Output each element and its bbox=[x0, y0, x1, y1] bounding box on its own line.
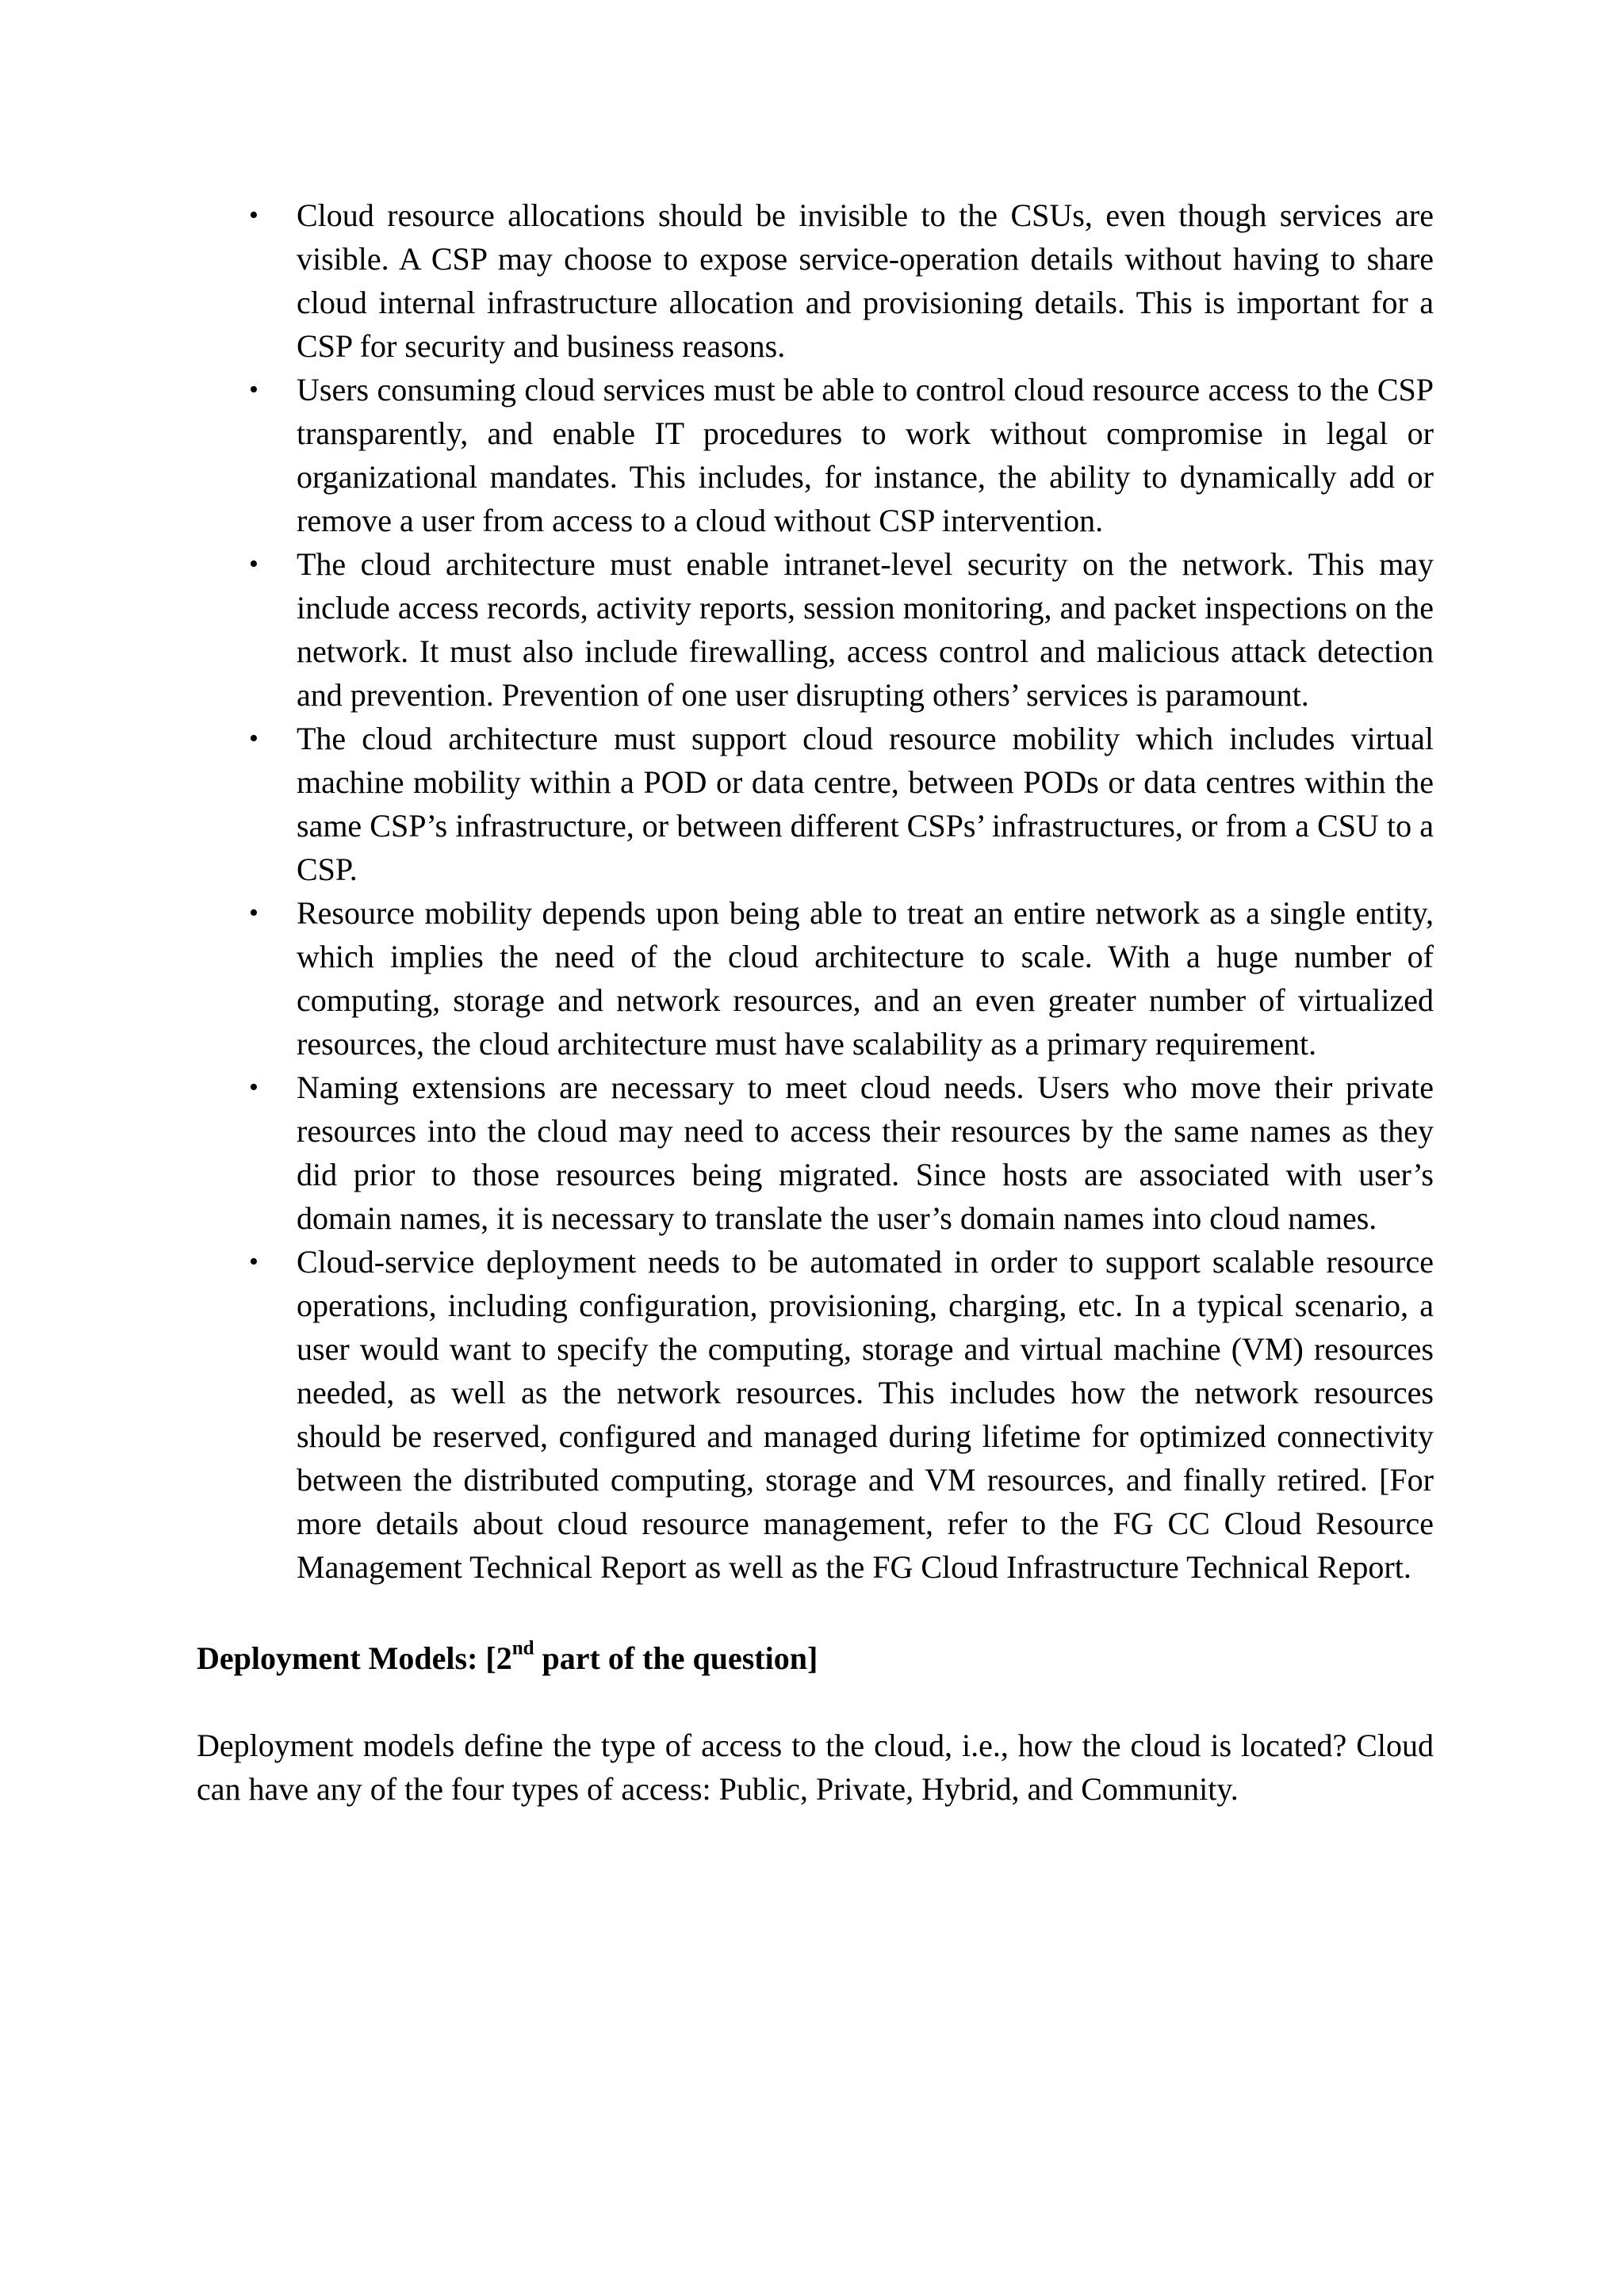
bullet-icon: • bbox=[249, 549, 259, 579]
bullet-item bbox=[197, 1240, 1434, 1589]
heading-suffix: part of the question] bbox=[534, 1640, 818, 1676]
bullet-icon: • bbox=[249, 375, 259, 404]
bullet-icon: • bbox=[249, 201, 259, 230]
bullet-item bbox=[197, 891, 1434, 1066]
requirements-bullet-list bbox=[197, 193, 1434, 1589]
bullet-text: Users consuming cloud services must be able to control cloud resource access to the CSP transparently, and enable IT procedures to work without compromise in legal or organizational mandates. This includes, for instance, the ability to dynamically add or remove a user from access to a cloud without CSP intervention. bbox=[297, 372, 1434, 538]
section-heading bbox=[197, 1636, 1434, 1680]
bullet-item bbox=[197, 193, 1434, 368]
document-page bbox=[197, 193, 1434, 1811]
bullet-item bbox=[197, 717, 1434, 891]
bullet-item bbox=[197, 542, 1434, 717]
bullet-icon: • bbox=[249, 1247, 259, 1276]
bullet-text: Cloud-service deployment needs to be automated in order to support scalable resource operations, including configuration, provisioning, charging, etc. In a typical scenario, a user would want to specify the computing, storage and virtual machine (VM) resources needed, as well as the network resources. This includes how the network resources should be reserved, configured and managed during lifetime for optimized connectivity between the distributed computing, storage and VM resources, and finally retired. [For more details about cloud resource management, refer to the FG CC Cloud Resource Management Technical Report as well as the FG Cloud Infrastructure Technical Report. bbox=[297, 1244, 1434, 1585]
heading-superscript: nd bbox=[511, 1637, 534, 1659]
deployment-models-paragraph: Deployment models define the type of access to the cloud, i.e., how the cloud is located? Cloud can have any of the four types of access: Public, Private, Hybrid, and Community. bbox=[197, 1728, 1434, 1807]
bullet-text: Resource mobility depends upon being able to treat an entire network as a single entity, which implies the need of the cloud architecture to scale. With a huge number of computing, storage and network resources, and an even greater number of virtualized resources, the cloud architecture must have scalability as a primary requirement. bbox=[297, 895, 1434, 1062]
bullet-icon: • bbox=[249, 724, 259, 753]
bullet-text: Naming extensions are necessary to meet cloud needs. Users who move their private resources into the cloud may need to access their resources by the same names as they did prior to those resources being migrated. Since hosts are associated with user’s domain names, it is necessary to translate the user’s domain names into cloud names. bbox=[297, 1070, 1434, 1236]
bullet-item bbox=[197, 1066, 1434, 1240]
bullet-item bbox=[197, 368, 1434, 542]
bullet-icon: • bbox=[249, 1073, 259, 1102]
bullet-text: Cloud resource allocations should be invisible to the CSUs, even though services are visible. A CSP may choose to expose service-operation details without having to share cloud internal infrastructure allocation and provisioning details. This is important for a CSP for security and business reasons. bbox=[297, 197, 1434, 364]
bullet-text: The cloud architecture must enable intranet-level security on the network. This may include access records, activity reports, session monitoring, and packet inspections on the network. It must also include firewalling, access control and malicious attack detection and prevention. Prevention of one user disrupting others’ services is paramount. bbox=[297, 546, 1434, 713]
heading-prefix: Deployment Models: [2 bbox=[197, 1640, 512, 1676]
bullet-text: The cloud architecture must support cloud resource mobility which includes virtual machine mobility within a POD or data centre, between PODs or data centres within the same CSP’s infrastructure, or between different CSPs’ infrastructures, or from a CSU to a CSP. bbox=[297, 721, 1434, 887]
bullet-icon: • bbox=[249, 898, 259, 928]
